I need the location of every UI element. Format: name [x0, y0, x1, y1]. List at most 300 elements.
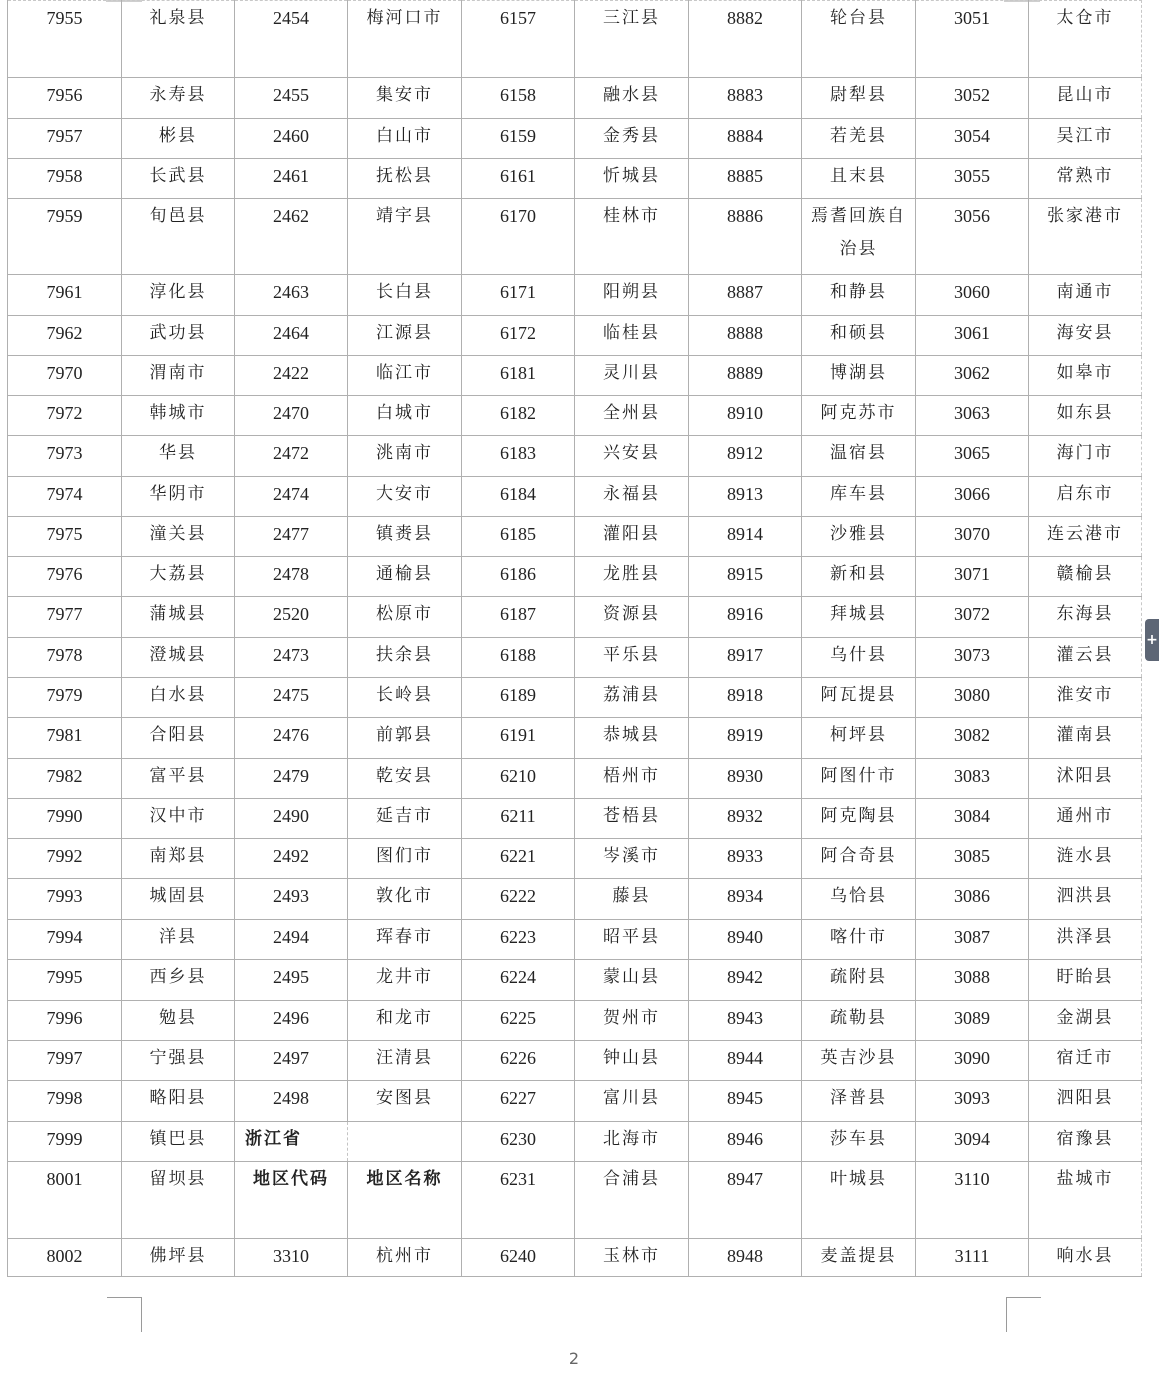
cell-code[interactable]: 8886 [689, 199, 802, 275]
cell-code[interactable]: 6171 [462, 275, 575, 316]
cell-code[interactable]: 地区代码 [235, 1162, 348, 1239]
cell-name[interactable]: 柯坪县 [802, 718, 916, 759]
cell-name[interactable]: 梧州市 [575, 759, 689, 799]
cell-code[interactable]: 3085 [916, 839, 1029, 879]
cell-name[interactable]: 宿迁市 [1029, 1041, 1142, 1081]
cell-name[interactable]: 宿豫县 [1029, 1122, 1142, 1162]
cell-code[interactable]: 3062 [916, 356, 1029, 396]
cell-name[interactable]: 连云港市 [1029, 517, 1142, 557]
cell-name[interactable]: 藤县 [575, 879, 689, 920]
cell-name[interactable]: 太仓市 [1029, 1, 1142, 78]
cell-code[interactable]: 3087 [916, 920, 1029, 960]
cell-code[interactable]: 3070 [916, 517, 1029, 557]
cell-code[interactable]: 6184 [462, 477, 575, 517]
cell-name[interactable]: 华阴市 [122, 477, 235, 517]
cell-code[interactable]: 8934 [689, 879, 802, 920]
cell-code[interactable]: 6224 [462, 960, 575, 1001]
table-row [8, 159, 1142, 199]
cell-code[interactable]: 2461 [235, 159, 348, 199]
cell-name[interactable]: 灵川县 [575, 356, 689, 396]
add-row-handle[interactable]: + [1145, 619, 1159, 661]
cell-code[interactable]: 8910 [689, 396, 802, 436]
cell-code[interactable]: 3052 [916, 78, 1029, 119]
cell-name[interactable]: 江源县 [348, 316, 462, 356]
cell-name[interactable]: 恭城县 [575, 718, 689, 759]
margin-corner-mark-left [107, 1297, 142, 1332]
cell-name[interactable]: 临桂县 [575, 316, 689, 356]
cell-code[interactable]: 8915 [689, 557, 802, 597]
cell-code[interactable]: 7990 [8, 799, 122, 839]
cell-name[interactable]: 城固县 [122, 879, 235, 920]
cell-name[interactable]: 焉耆回族自治县 [802, 199, 916, 275]
cell-code[interactable]: 3310 [235, 1239, 348, 1277]
cell-name[interactable]: 库车县 [802, 477, 916, 517]
cell-name[interactable]: 启东市 [1029, 477, 1142, 517]
cell-name[interactable]: 灌南县 [1029, 718, 1142, 759]
cell-name[interactable]: 温宿县 [802, 436, 916, 477]
cell-name[interactable]: 杭州市 [348, 1239, 462, 1277]
cell-name[interactable]: 长武县 [122, 159, 235, 199]
cell-name[interactable] [348, 1122, 462, 1162]
cell-code[interactable]: 2462 [235, 199, 348, 275]
cell-name[interactable]: 华县 [122, 436, 235, 477]
cell-code[interactable]: 6172 [462, 316, 575, 356]
cell-name[interactable]: 和龙市 [348, 1001, 462, 1041]
cell-name[interactable]: 大安市 [348, 477, 462, 517]
cell-name[interactable]: 通榆县 [348, 557, 462, 597]
cell-name[interactable]: 和静县 [802, 275, 916, 316]
cell-name[interactable]: 龙胜县 [575, 557, 689, 597]
cell-code[interactable]: 浙江省 [235, 1122, 348, 1162]
cell-code[interactable]: 7958 [8, 159, 122, 199]
cell-code[interactable]: 8933 [689, 839, 802, 879]
cell-code[interactable]: 8914 [689, 517, 802, 557]
cell-code[interactable]: 6186 [462, 557, 575, 597]
cell-code[interactable]: 8889 [689, 356, 802, 396]
cell-code[interactable]: 3060 [916, 275, 1029, 316]
cell-code[interactable]: 3110 [916, 1162, 1029, 1239]
cell-name[interactable]: 集安市 [348, 78, 462, 119]
cell-code[interactable]: 7974 [8, 477, 122, 517]
cell-name[interactable]: 玉林市 [575, 1239, 689, 1277]
cell-code[interactable]: 2454 [235, 1, 348, 78]
cell-name[interactable]: 沙雅县 [802, 517, 916, 557]
cell-code[interactable]: 2478 [235, 557, 348, 597]
cell-code[interactable]: 8947 [689, 1162, 802, 1239]
cell-name[interactable]: 如皋市 [1029, 356, 1142, 396]
cell-code[interactable]: 3073 [916, 638, 1029, 678]
cell-name[interactable]: 洪泽县 [1029, 920, 1142, 960]
cell-code[interactable]: 2476 [235, 718, 348, 759]
cell-name[interactable]: 西乡县 [122, 960, 235, 1001]
cell-code[interactable]: 2479 [235, 759, 348, 799]
cell-code[interactable]: 7957 [8, 119, 122, 159]
cell-name[interactable]: 富川县 [575, 1081, 689, 1122]
cell-code[interactable]: 2493 [235, 879, 348, 920]
cell-code[interactable]: 7955 [8, 1, 122, 78]
cell-code[interactable]: 8912 [689, 436, 802, 477]
cell-code[interactable]: 6185 [462, 517, 575, 557]
cell-code[interactable]: 3086 [916, 879, 1029, 920]
cell-name[interactable]: 汪清县 [348, 1041, 462, 1081]
cell-code[interactable]: 2498 [235, 1081, 348, 1122]
cell-name[interactable]: 武功县 [122, 316, 235, 356]
cell-code[interactable]: 8883 [689, 78, 802, 119]
cell-name[interactable]: 和硕县 [802, 316, 916, 356]
cell-code[interactable]: 7993 [8, 879, 122, 920]
cell-code[interactable]: 3066 [916, 477, 1029, 517]
cell-code[interactable]: 6211 [462, 799, 575, 839]
cell-code[interactable]: 6240 [462, 1239, 575, 1277]
cell-name[interactable]: 轮台县 [802, 1, 916, 78]
cell-name[interactable]: 喀什市 [802, 920, 916, 960]
cell-name[interactable]: 大荔县 [122, 557, 235, 597]
cell-name[interactable]: 汉中市 [122, 799, 235, 839]
cell-code[interactable]: 3080 [916, 678, 1029, 718]
table-row [8, 597, 1142, 638]
cell-name[interactable]: 乌什县 [802, 638, 916, 678]
cell-name[interactable]: 留坝县 [122, 1162, 235, 1239]
cell-code[interactable]: 3083 [916, 759, 1029, 799]
cell-code[interactable]: 2474 [235, 477, 348, 517]
cell-name[interactable]: 叶城县 [802, 1162, 916, 1239]
cell-name[interactable]: 北海市 [575, 1122, 689, 1162]
cell-name[interactable]: 安图县 [348, 1081, 462, 1122]
cell-code[interactable]: 2492 [235, 839, 348, 879]
cell-code[interactable]: 7972 [8, 396, 122, 436]
cell-code[interactable]: 7999 [8, 1122, 122, 1162]
cell-code[interactable]: 2470 [235, 396, 348, 436]
cell-name[interactable]: 合浦县 [575, 1162, 689, 1239]
cell-name[interactable]: 永福县 [575, 477, 689, 517]
cell-name[interactable]: 敦化市 [348, 879, 462, 920]
cell-name[interactable]: 蒲城县 [122, 597, 235, 638]
cell-name[interactable]: 白水县 [122, 678, 235, 718]
cell-code[interactable]: 2475 [235, 678, 348, 718]
cell-code[interactable]: 3093 [916, 1081, 1029, 1122]
table-row [8, 718, 1142, 759]
cell-code[interactable]: 6189 [462, 678, 575, 718]
cell-name[interactable]: 图们市 [348, 839, 462, 879]
cell-name[interactable]: 资源县 [575, 597, 689, 638]
cell-code[interactable]: 7997 [8, 1041, 122, 1081]
cell-name[interactable]: 镇巴县 [122, 1122, 235, 1162]
cell-name[interactable]: 洮南市 [348, 436, 462, 477]
cell-code[interactable]: 2494 [235, 920, 348, 960]
cell-code[interactable]: 6210 [462, 759, 575, 799]
cell-name[interactable]: 苍梧县 [575, 799, 689, 839]
cell-name[interactable]: 新和县 [802, 557, 916, 597]
cell-name[interactable]: 彬县 [122, 119, 235, 159]
cell-code[interactable]: 8932 [689, 799, 802, 839]
cell-code[interactable]: 7973 [8, 436, 122, 477]
cell-code[interactable]: 7956 [8, 78, 122, 119]
cell-name[interactable]: 响水县 [1029, 1239, 1142, 1277]
cell-name[interactable]: 赣榆县 [1029, 557, 1142, 597]
cell-name[interactable]: 张家港市 [1029, 199, 1142, 275]
cell-name[interactable]: 松原市 [348, 597, 462, 638]
cell-code[interactable]: 8945 [689, 1081, 802, 1122]
cell-code[interactable]: 8913 [689, 477, 802, 517]
cell-code[interactable]: 8916 [689, 597, 802, 638]
cell-name[interactable]: 且末县 [802, 159, 916, 199]
cell-name[interactable]: 贺州市 [575, 1001, 689, 1041]
cell-code[interactable]: 2463 [235, 275, 348, 316]
cell-code[interactable]: 2472 [235, 436, 348, 477]
cell-name[interactable]: 龙井市 [348, 960, 462, 1001]
cell-name[interactable]: 淮安市 [1029, 678, 1142, 718]
cell-name[interactable]: 金湖县 [1029, 1001, 1142, 1041]
cell-name[interactable]: 靖宇县 [348, 199, 462, 275]
cell-code[interactable]: 6226 [462, 1041, 575, 1081]
cell-code[interactable]: 3089 [916, 1001, 1029, 1041]
cell-code[interactable]: 3071 [916, 557, 1029, 597]
cell-code[interactable]: 8946 [689, 1122, 802, 1162]
cell-name[interactable]: 合阳县 [122, 718, 235, 759]
cell-code[interactable]: 7996 [8, 1001, 122, 1041]
cell-name[interactable]: 佛坪县 [122, 1239, 235, 1277]
cell-code[interactable]: 3090 [916, 1041, 1029, 1081]
cell-name[interactable]: 礼泉县 [122, 1, 235, 78]
cell-name[interactable]: 白城市 [348, 396, 462, 436]
cell-code[interactable]: 2477 [235, 517, 348, 557]
cell-code[interactable]: 6170 [462, 199, 575, 275]
cell-code[interactable]: 8943 [689, 1001, 802, 1041]
cell-code[interactable]: 7959 [8, 199, 122, 275]
cell-name[interactable]: 盱眙县 [1029, 960, 1142, 1001]
cell-code[interactable]: 3111 [916, 1239, 1029, 1277]
cell-name[interactable]: 荔浦县 [575, 678, 689, 718]
cell-name[interactable]: 白山市 [348, 119, 462, 159]
cell-code[interactable]: 7992 [8, 839, 122, 879]
cell-code[interactable]: 7979 [8, 678, 122, 718]
cell-name[interactable]: 韩城市 [122, 396, 235, 436]
cell-name[interactable]: 如东县 [1029, 396, 1142, 436]
cell-name[interactable]: 阳朔县 [575, 275, 689, 316]
cell-code[interactable]: 3051 [916, 1, 1029, 78]
cell-code[interactable]: 3088 [916, 960, 1029, 1001]
cell-name[interactable]: 昭平县 [575, 920, 689, 960]
cell-name[interactable]: 莎车县 [802, 1122, 916, 1162]
cell-name[interactable]: 长白县 [348, 275, 462, 316]
cell-code[interactable]: 3054 [916, 119, 1029, 159]
cell-code[interactable]: 3056 [916, 199, 1029, 275]
cell-code[interactable]: 7970 [8, 356, 122, 396]
cell-name[interactable]: 平乐县 [575, 638, 689, 678]
cell-code[interactable]: 6181 [462, 356, 575, 396]
cell-code[interactable]: 2495 [235, 960, 348, 1001]
cell-name[interactable]: 略阳县 [122, 1081, 235, 1122]
cell-code[interactable]: 8884 [689, 119, 802, 159]
cell-name[interactable]: 阿合奇县 [802, 839, 916, 879]
cell-code[interactable]: 6222 [462, 879, 575, 920]
cell-code[interactable]: 7976 [8, 557, 122, 597]
cell-code[interactable]: 7994 [8, 920, 122, 960]
cell-code[interactable]: 8930 [689, 759, 802, 799]
cell-name[interactable]: 乾安县 [348, 759, 462, 799]
cell-code[interactable]: 8919 [689, 718, 802, 759]
cell-code[interactable]: 8942 [689, 960, 802, 1001]
cell-code[interactable]: 3063 [916, 396, 1029, 436]
cell-name[interactable]: 泽普县 [802, 1081, 916, 1122]
cell-name[interactable]: 梅河口市 [348, 1, 462, 78]
cell-code[interactable]: 2473 [235, 638, 348, 678]
cell-code[interactable]: 8918 [689, 678, 802, 718]
cell-code[interactable]: 7962 [8, 316, 122, 356]
cell-name[interactable]: 澄城县 [122, 638, 235, 678]
cell-name[interactable]: 灌阳县 [575, 517, 689, 557]
table-row [8, 1162, 1142, 1239]
cell-name[interactable]: 勉县 [122, 1001, 235, 1041]
cell-code[interactable]: 3072 [916, 597, 1029, 638]
cell-name[interactable]: 通州市 [1029, 799, 1142, 839]
cell-name[interactable]: 岑溪市 [575, 839, 689, 879]
cell-code[interactable]: 2497 [235, 1041, 348, 1081]
cell-name[interactable]: 泗洪县 [1029, 879, 1142, 920]
cell-name[interactable]: 长岭县 [348, 678, 462, 718]
cell-code[interactable]: 2460 [235, 119, 348, 159]
cell-code[interactable]: 3065 [916, 436, 1029, 477]
cell-name[interactable]: 尉犁县 [802, 78, 916, 119]
cell-name[interactable]: 兴安县 [575, 436, 689, 477]
cell-code[interactable]: 6182 [462, 396, 575, 436]
cell-name[interactable]: 钟山县 [575, 1041, 689, 1081]
cell-code[interactable]: 3082 [916, 718, 1029, 759]
cell-code[interactable]: 2520 [235, 597, 348, 638]
cell-name[interactable]: 涟水县 [1029, 839, 1142, 879]
cell-code[interactable]: 2455 [235, 78, 348, 119]
cell-name[interactable]: 淳化县 [122, 275, 235, 316]
cell-name[interactable]: 前郭县 [348, 718, 462, 759]
table-row [8, 759, 1142, 799]
cell-name[interactable]: 金秀县 [575, 119, 689, 159]
cell-name[interactable]: 海安县 [1029, 316, 1142, 356]
cell-name[interactable]: 拜城县 [802, 597, 916, 638]
cell-name[interactable]: 灌云县 [1029, 638, 1142, 678]
cell-name[interactable]: 延吉市 [348, 799, 462, 839]
cell-name[interactable]: 宁强县 [122, 1041, 235, 1081]
cell-code[interactable]: 3084 [916, 799, 1029, 839]
cell-name[interactable]: 疏附县 [802, 960, 916, 1001]
cell-code[interactable]: 7977 [8, 597, 122, 638]
cell-name[interactable]: 阿克苏市 [802, 396, 916, 436]
cell-code[interactable]: 8885 [689, 159, 802, 199]
cell-code[interactable]: 7995 [8, 960, 122, 1001]
cell-name[interactable]: 盐城市 [1029, 1162, 1142, 1239]
cell-code[interactable]: 2490 [235, 799, 348, 839]
cell-name[interactable]: 疏勒县 [802, 1001, 916, 1041]
table-row [8, 199, 1142, 275]
cell-name[interactable]: 蒙山县 [575, 960, 689, 1001]
cell-code[interactable]: 2422 [235, 356, 348, 396]
cell-name[interactable]: 东海县 [1029, 597, 1142, 638]
cell-code[interactable]: 2496 [235, 1001, 348, 1041]
cell-code[interactable]: 6223 [462, 920, 575, 960]
cell-name[interactable]: 全州县 [575, 396, 689, 436]
cell-code[interactable]: 8917 [689, 638, 802, 678]
cell-name[interactable]: 阿克陶县 [802, 799, 916, 839]
cell-code[interactable]: 8944 [689, 1041, 802, 1081]
cell-name[interactable]: 地区名称 [348, 1162, 462, 1239]
cell-code[interactable]: 6230 [462, 1122, 575, 1162]
cell-code[interactable]: 8940 [689, 920, 802, 960]
cell-name[interactable]: 南郑县 [122, 839, 235, 879]
cell-name[interactable]: 镇赉县 [348, 517, 462, 557]
cell-name[interactable]: 吴江市 [1029, 119, 1142, 159]
cell-code[interactable]: 7981 [8, 718, 122, 759]
cell-code[interactable]: 3061 [916, 316, 1029, 356]
cell-name[interactable]: 昆山市 [1029, 78, 1142, 119]
cell-name[interactable]: 融水县 [575, 78, 689, 119]
cell-name[interactable]: 渭南市 [122, 356, 235, 396]
cell-name[interactable]: 旬邑县 [122, 199, 235, 275]
cell-name[interactable]: 沭阳县 [1029, 759, 1142, 799]
cell-code[interactable]: 6158 [462, 78, 575, 119]
cell-name[interactable]: 阿瓦提县 [802, 678, 916, 718]
cell-code[interactable]: 7982 [8, 759, 122, 799]
cell-name[interactable]: 永寿县 [122, 78, 235, 119]
cell-name[interactable]: 乌恰县 [802, 879, 916, 920]
cell-code[interactable]: 7961 [8, 275, 122, 316]
cell-code[interactable]: 6159 [462, 119, 575, 159]
table-row [8, 356, 1142, 396]
cell-code[interactable]: 6188 [462, 638, 575, 678]
cell-code[interactable]: 6187 [462, 597, 575, 638]
cell-code[interactable]: 2464 [235, 316, 348, 356]
cell-code[interactable]: 8002 [8, 1239, 122, 1277]
cell-code[interactable]: 7978 [8, 638, 122, 678]
cell-code[interactable]: 8948 [689, 1239, 802, 1277]
cell-name[interactable]: 海门市 [1029, 436, 1142, 477]
cell-code[interactable]: 6161 [462, 159, 575, 199]
cell-name[interactable]: 洋县 [122, 920, 235, 960]
cell-name[interactable]: 临江市 [348, 356, 462, 396]
cell-code[interactable]: 7975 [8, 517, 122, 557]
cell-code[interactable]: 6231 [462, 1162, 575, 1239]
cell-name[interactable]: 忻城县 [575, 159, 689, 199]
cell-code[interactable]: 6157 [462, 1, 575, 78]
cell-name[interactable]: 抚松县 [348, 159, 462, 199]
cell-name[interactable]: 桂林市 [575, 199, 689, 275]
cell-name[interactable]: 若羌县 [802, 119, 916, 159]
cell-code[interactable]: 8887 [689, 275, 802, 316]
cell-name[interactable]: 扶余县 [348, 638, 462, 678]
cell-code[interactable]: 6221 [462, 839, 575, 879]
cell-code[interactable]: 3055 [916, 159, 1029, 199]
cell-code[interactable]: 6225 [462, 1001, 575, 1041]
cell-code[interactable]: 3094 [916, 1122, 1029, 1162]
cell-name[interactable]: 南通市 [1029, 275, 1142, 316]
cell-name[interactable]: 珲春市 [348, 920, 462, 960]
table-row [8, 879, 1142, 920]
cell-name[interactable]: 三江县 [575, 1, 689, 78]
cell-name[interactable]: 潼关县 [122, 517, 235, 557]
cell-name[interactable]: 富平县 [122, 759, 235, 799]
cell-name[interactable]: 泗阳县 [1029, 1081, 1142, 1122]
cell-name[interactable]: 阿图什市 [802, 759, 916, 799]
cell-name[interactable]: 英吉沙县 [802, 1041, 916, 1081]
cell-code[interactable]: 6227 [462, 1081, 575, 1122]
cell-code[interactable]: 8882 [689, 1, 802, 78]
cell-name[interactable]: 麦盖提县 [802, 1239, 916, 1277]
cell-code[interactable]: 6191 [462, 718, 575, 759]
cell-name[interactable]: 常熟市 [1029, 159, 1142, 199]
cell-code[interactable]: 6183 [462, 436, 575, 477]
cell-code[interactable]: 8888 [689, 316, 802, 356]
cell-code[interactable]: 8001 [8, 1162, 122, 1239]
cell-name[interactable]: 博湖县 [802, 356, 916, 396]
cell-code[interactable]: 7998 [8, 1081, 122, 1122]
